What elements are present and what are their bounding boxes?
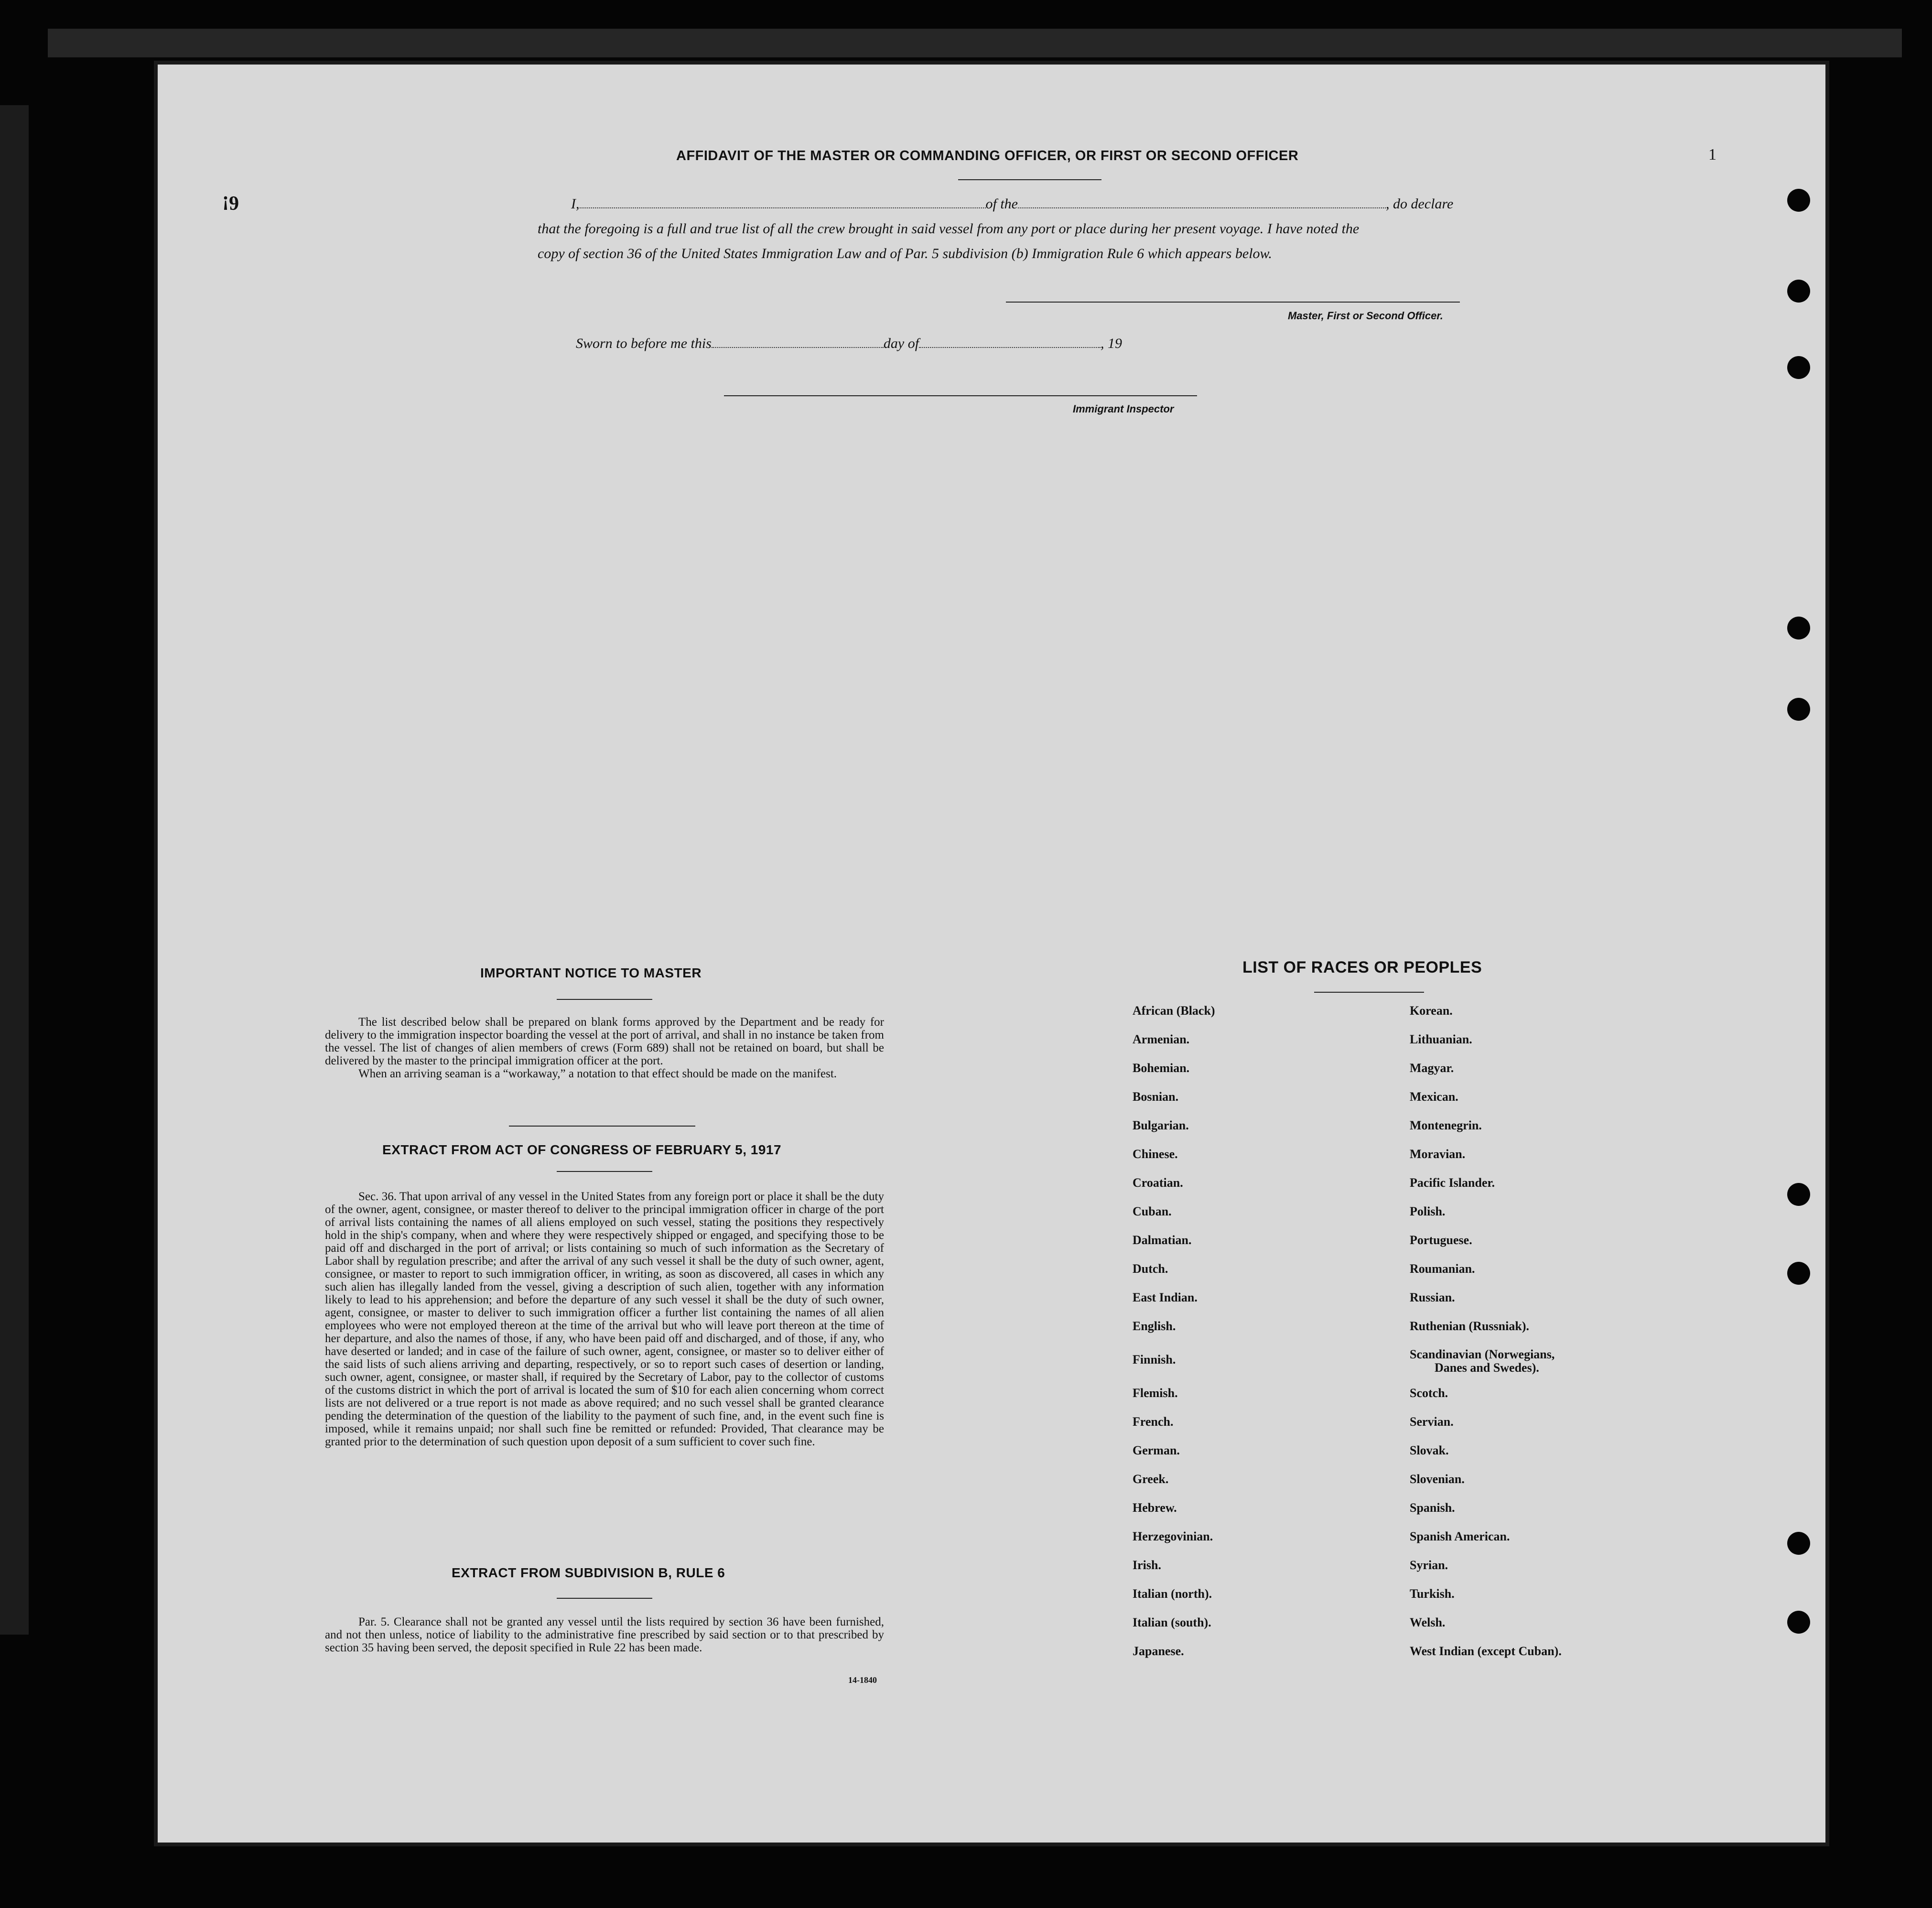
race-item: French. (1133, 1415, 1174, 1429)
race-item: Pacific Islander. (1410, 1176, 1495, 1190)
races-rule (1314, 992, 1424, 993)
race-item: English. (1133, 1319, 1176, 1333)
race-item-continuation: Danes and Swedes). (1435, 1361, 1539, 1375)
punch-hole (67, 320, 90, 343)
punch-hole (1787, 1532, 1810, 1555)
sworn-month-field[interactable] (919, 347, 1101, 348)
affidavit-line-3: copy of section 36 of the United States Immigration Law and of Par. 5 subdivision (b) Immigration Rule 6 which appears below. (538, 246, 1272, 261)
race-item: Bulgarian. (1133, 1118, 1189, 1132)
rule-extract-title: EXTRACT FROM SUBDIVISION B, RULE 6 (452, 1565, 725, 1580)
race-item: Bosnian. (1133, 1090, 1179, 1104)
race-item-scandinavian (1410, 1348, 1754, 1386)
vessel-label: of the (985, 196, 1018, 212)
binder-strip-left (0, 105, 29, 1635)
race-item: Hebrew. (1133, 1501, 1177, 1515)
act-extract-title: EXTRACT FROM ACT OF CONGRESS OF FEBRUARY 5, 1917 (382, 1142, 782, 1157)
notice-body (325, 1016, 884, 1080)
race-item: East Indian. (1133, 1290, 1198, 1304)
race-item: Dalmatian. (1133, 1233, 1192, 1247)
race-item: Scandinavian (Norwegians, (1410, 1347, 1555, 1361)
punch-hole (1787, 1183, 1810, 1206)
act-extract-rule (557, 1171, 652, 1172)
races-title: LIST OF RACES OR PEOPLES (1242, 958, 1482, 976)
race-item: Armenian. (1133, 1032, 1190, 1046)
punch-hole (1787, 617, 1810, 640)
margin-mark: 6! (222, 192, 239, 214)
race-item: Spanish American. (1410, 1529, 1510, 1543)
race-item: Mexican. (1410, 1090, 1458, 1104)
race-item: Polish. (1410, 1204, 1446, 1218)
race-item: Croatian. (1133, 1176, 1183, 1190)
race-item: Dutch. (1133, 1262, 1168, 1276)
section-divider (509, 1126, 695, 1127)
year-label: , 19 (1101, 336, 1123, 351)
race-item: Italian (north). (1133, 1587, 1212, 1601)
race-item: Syrian. (1410, 1558, 1448, 1572)
race-item: Russian. (1410, 1290, 1455, 1304)
notice-paragraph-1: The list described below shall be prepared on blank forms approved by the Department and be ready for delivery to the immigration inspector boarding the vessel at the port of arrival, and shall in no instance be taken from the vessel. The list of changes of alien members of crews (Form 689) shall not be retained on board, but shall be delivered by the master to the principal immigration officer at the port. (325, 1016, 884, 1067)
race-item: Greek. (1133, 1472, 1169, 1486)
document-page (158, 65, 1825, 1843)
vessel-name-field[interactable] (1018, 207, 1386, 208)
section-36-text: Sec. 36. That upon arrival of any vessel in the United States from any foreign port or place it shall be the duty of the owner, agent, consignee, or master thereof to deliver to the principal immigration officer in charge of the port of arrival lists containing the names of all aliens employed on such vessel, stating the positions they respectively hold in the ship's company, when and where they were respectively shipped or engaged, and specifying those to be paid off and discharged in the port of arrival; or lists containing so much of such information as the Secretary of Labor shall by regulation prescribe; and after the arrival of any such vessel it shall be the duty of such owner, agent, consignee, or master to report to such immigration officer, in writing, as soon as discovered, all cases in which any such alien has illegally landed from the vessel, giving a description of such alien, together with any information likely to lead to his apprehension; and before the departure of any such vessel it shall be the duty of such owner, agent, consignee, or master to deliver to such immigration officer a further list containing the names of all alien employees who were not employed thereon at the time of the arrival but who will leave port thereon at the time of her departure, and also the names of those, if any, who have been paid off and discharged, and of those, if any, who have deserted or landed; and in case of the failure of such owner, agent, consignee, or master so to deliver either of the said lists of such aliens arriving and departing, respectively, or so to report such cases of desertion or landing, such owner, agent, consignee, or master shall, if required by the Secretary of Labor, pay to the collector of customs of the customs district in which the port of arrival is located the sum of $10 for each alien concerning whom correct lists are not delivered or a true report is not made as above required; and no such vessel shall be granted clearance pending the determination of the question of the liability to the payment of such fine, and, in the event such fine is imposed, while it remains unpaid; nor shall such fine be remitted or refunded: Provided, That clearance may be granted prior to the determination of such question upon deposit of a sum sufficient to cover such fine. (325, 1190, 884, 1448)
punch-hole (1787, 189, 1810, 212)
punch-hole (67, 239, 90, 262)
master-signature-label: Master, First or Second Officer. (1288, 310, 1443, 322)
race-item: African (Black) (1133, 1004, 1215, 1018)
punch-hole (67, 662, 90, 685)
sworn-label: Sworn to before me this (576, 336, 712, 351)
race-item: Moravian. (1410, 1147, 1466, 1161)
punch-hole (1787, 698, 1810, 721)
affidavit-title: AFFIDAVIT OF THE MASTER OR COMMANDING OFFICER, OR FIRST OR SECOND OFFICER (676, 148, 1299, 163)
race-item: Ruthenian (Russniak). (1410, 1319, 1529, 1333)
punch-hole (1787, 280, 1810, 303)
race-item: Turkish. (1410, 1587, 1455, 1601)
races-right-column (1410, 1004, 1754, 1673)
inspector-label: Immigrant Inspector (1073, 403, 1174, 415)
race-item: Chinese. (1133, 1147, 1178, 1161)
binder-strip-top (48, 29, 1902, 57)
race-item: Slovak. (1410, 1443, 1449, 1457)
punch-hole (1787, 1611, 1810, 1634)
master-signature-line[interactable] (1006, 302, 1460, 303)
race-item: West Indian (except Cuban). (1410, 1644, 1562, 1658)
race-item: Irish. (1133, 1558, 1161, 1572)
race-item: German. (1133, 1443, 1180, 1457)
notice-title: IMPORTANT NOTICE TO MASTER (480, 965, 702, 980)
notice-paragraph-2: When an arriving seaman is a “workaway,” a notation to that effect should be made on the manifest. (358, 1067, 837, 1080)
declare-label: , do declare (1386, 196, 1454, 212)
form-code: 14-1840 (848, 1675, 877, 1685)
race-item: Korean. (1410, 1004, 1453, 1018)
race-item: Montenegrin. (1410, 1118, 1482, 1132)
punch-hole (67, 581, 90, 604)
page-number: 1 (1708, 146, 1716, 163)
inspector-signature-line[interactable] (724, 395, 1197, 396)
notice-rule (557, 999, 652, 1000)
rule-extract-body (325, 1615, 884, 1654)
sworn-day-field[interactable] (712, 347, 884, 348)
race-item: Finnish. (1133, 1353, 1176, 1366)
race-item: Lithuanian. (1410, 1032, 1472, 1046)
race-item: Magyar. (1410, 1061, 1454, 1075)
race-item: Scotch. (1410, 1386, 1448, 1400)
par-5-text: Par. 5. Clearance shall not be granted any vessel until the lists required by section 36 have been furnished, and not then unless, notice of liability to the administrative fine prescribed by said section or to that prescribed by section 35 having been served, the deposit specified in Rule 22 has been made. (325, 1615, 884, 1654)
title-rule (958, 179, 1101, 180)
race-item: Flemish. (1133, 1386, 1178, 1400)
race-item: Bohemian. (1133, 1061, 1190, 1075)
race-item: Roumanian. (1410, 1262, 1475, 1276)
race-item: Slovenian. (1410, 1472, 1465, 1486)
rule-extract-rule (557, 1598, 652, 1599)
race-item: Italian (south). (1133, 1615, 1211, 1629)
races-left-column (1133, 1004, 1381, 1673)
race-item: Welsh. (1410, 1615, 1446, 1629)
affidavit-line-1 (571, 196, 1453, 212)
race-item: Herzegovinian. (1133, 1529, 1213, 1543)
race-item: Japanese. (1133, 1644, 1184, 1658)
sworn-line (576, 336, 1122, 352)
punch-hole (1787, 1262, 1810, 1285)
affidavit-line-2: that the foregoing is a full and true list of all the crew brought in said vessel from any port or place during her present voyage. I have noted the (538, 221, 1360, 237)
declarant-label: I, (571, 196, 580, 212)
race-item: Cuban. (1133, 1204, 1172, 1218)
race-item: Portuguese. (1410, 1233, 1472, 1247)
act-extract-body (325, 1190, 884, 1448)
day-of-label: day of (883, 336, 919, 351)
punch-hole (1787, 356, 1810, 379)
declarant-name-field[interactable] (580, 207, 986, 208)
race-item: Servian. (1410, 1415, 1454, 1429)
race-item: Spanish. (1410, 1501, 1455, 1515)
